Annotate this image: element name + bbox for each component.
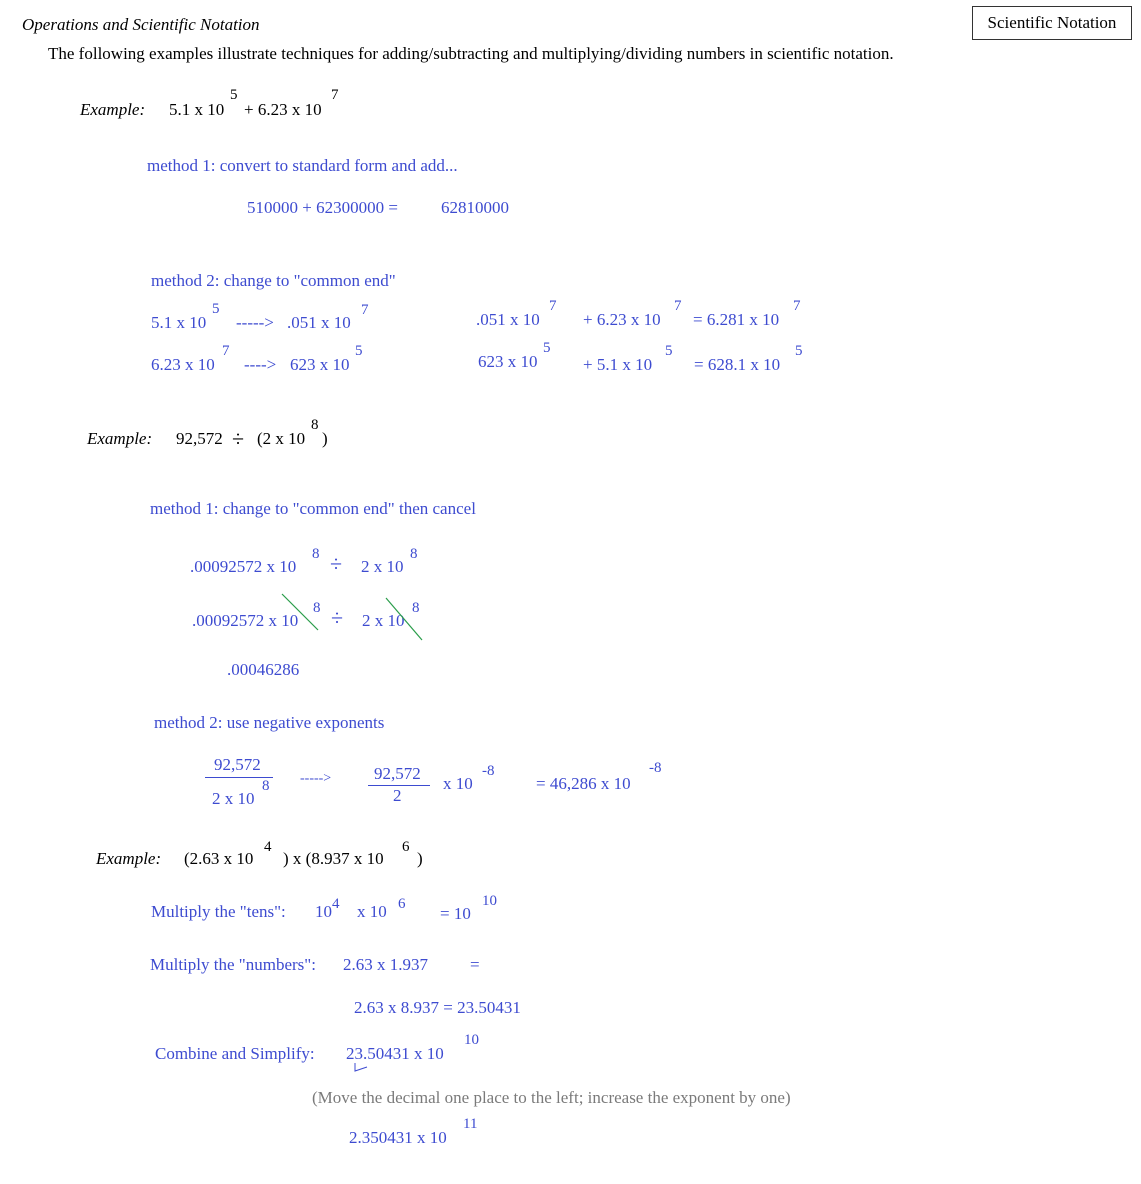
ex3-final-answer: 2.350431 x 10	[349, 1128, 447, 1147]
ex3-numbers-line-2: 2.63 x 8.937 = 23.50431	[354, 998, 521, 1017]
example-2-close-paren: )	[322, 429, 328, 448]
ex3-final-exp: 11	[463, 1116, 478, 1132]
ex2-method-2-result: = 46,286 x 10	[536, 774, 631, 793]
ex2-line2-dividend-exp: 8	[313, 600, 321, 616]
example-3-factor-b: ) x (8.937 x 10	[283, 849, 384, 868]
ex2-line1-divisor-exp: 8	[410, 546, 418, 562]
ex1-row2-sum-result: = 628.1 x 10	[694, 355, 781, 374]
cancel-mark-right	[384, 596, 424, 642]
ex1-row2-converted: 623 x 10	[290, 355, 350, 374]
ex2-line2-divisor: 2 x 10	[362, 611, 405, 630]
ex1-row1-sum-b-exp: 7	[674, 298, 682, 314]
example-2-dividend: 92,572	[176, 429, 223, 448]
ex2-method-1-result: .00046286	[227, 660, 300, 679]
ex1-row2-original: 6.23 x 10	[151, 355, 215, 374]
ex1-row2-sum-result-exp: 5	[795, 343, 803, 359]
divide-icon: ÷	[232, 426, 245, 451]
fraction-2-times: x 10	[443, 774, 473, 793]
example-1-exp-a: 5	[230, 87, 238, 103]
ex3-tens-b: x 10	[357, 902, 387, 921]
ex2-arrow: ----->	[300, 771, 332, 786]
ex1-row1-original-exp: 5	[212, 301, 220, 317]
example-3-label: Example:	[96, 849, 162, 868]
example-2-label: Example:	[87, 429, 153, 448]
ex3-tens-result-exp: 10	[482, 893, 497, 909]
ex2-line1-divisor: 2 x 10	[361, 557, 404, 576]
example-2-divisor: (2 x 10	[257, 429, 306, 448]
ex2-line1-dividend: .00092572 x 10	[190, 557, 297, 576]
ex1-row2-sum-a-exp: 5	[543, 340, 551, 356]
ex1-row2-sum-b-exp: 5	[665, 343, 673, 359]
fraction-2-denominator: 2	[393, 786, 402, 805]
ex1-row2-sum-a: 623 x 10	[478, 352, 538, 371]
fraction-1-denominator: 2 x 10	[212, 789, 255, 808]
example-1-term-a: 5.1 x 10	[169, 100, 225, 119]
ex3-numbers-equals: =	[470, 955, 480, 974]
ex2-line1-dividend-exp: 8	[312, 546, 320, 562]
ex3-tens-label: Multiply the "tens":	[151, 902, 286, 921]
fraction-2-numerator: 92,572	[374, 764, 421, 783]
ex1-row1-converted: .051 x 10	[287, 313, 351, 332]
ex2-method-2-result-exp: -8	[649, 760, 662, 776]
ex1-method-1-label: method 1: convert to standard form and add...	[147, 156, 458, 175]
example-3-factor-a-exp: 4	[264, 839, 272, 855]
ex3-combine-exp: 10	[464, 1032, 479, 1048]
topic-tag-label: Scientific Notation	[987, 13, 1117, 32]
divide-icon: ÷	[331, 605, 344, 630]
ex1-row1-converted-exp: 7	[361, 302, 369, 318]
example-2-divisor-exp: 8	[311, 417, 319, 433]
fraction-1-numerator: 92,572	[214, 755, 261, 774]
ex3-note: (Move the decimal one place to the left; increase the exponent by one)	[312, 1088, 791, 1107]
ex1-row1-original: 5.1 x 10	[151, 313, 207, 332]
ex1-row1-sum-result-exp: 7	[793, 298, 801, 314]
ex3-tens-b-exp: 6	[398, 896, 406, 912]
ex2-method-1-label: method 1: change to "common end" then cancel	[150, 499, 476, 518]
fraction-1-denominator-exp: 8	[262, 778, 270, 794]
example-3-factor-a: (2.63 x 10	[184, 849, 254, 868]
ex2-line2-divisor-exp: 8	[412, 600, 420, 616]
ex3-tens-result: = 10	[440, 904, 471, 923]
example-1-exp-b: 7	[331, 87, 339, 103]
ex1-row2-sum-b: + 5.1 x 10	[583, 355, 653, 374]
ex1-row1-sum-result: = 6.281 x 10	[693, 310, 780, 329]
ex2-line2-dividend: .00092572 x 10	[192, 611, 299, 630]
ex3-numbers-work: 2.63 x 1.937	[343, 955, 428, 974]
divide-icon: ÷	[330, 551, 343, 576]
decimal-move-arrow-icon	[352, 1062, 370, 1074]
ex1-method-1-work: 510000 + 62300000 =	[247, 198, 398, 217]
ex3-tens-a-exp: 4	[332, 896, 340, 912]
example-3-factor-b-exp: 6	[402, 839, 410, 855]
ex1-row2-original-exp: 7	[222, 343, 230, 359]
example-3-close-paren: )	[417, 849, 423, 868]
ex3-numbers-label: Multiply the "numbers":	[150, 955, 316, 974]
ex1-row1-sum-b: + 6.23 x 10	[583, 310, 661, 329]
intro-text: The following examples illustrate techniques for adding/subtracting and multiplying/dividing numbers in scientific notation.	[48, 44, 894, 63]
ex3-combine-label: Combine and Simplify:	[155, 1044, 315, 1063]
ex1-row1-arrow: ----->	[236, 313, 274, 332]
fraction-2-exp: -8	[482, 763, 495, 779]
page-title: Operations and Scientific Notation	[22, 15, 260, 34]
ex1-method-2-label: method 2: change to "common end"	[151, 271, 396, 290]
example-1-label: Example:	[80, 100, 146, 119]
ex3-combine-value: 23.50431 x 10	[346, 1044, 444, 1063]
cancel-mark-left	[280, 592, 320, 632]
ex1-row1-sum-a: .051 x 10	[476, 310, 540, 329]
ex2-method-2-label: method 2: use negative exponents	[154, 713, 385, 732]
example-1-term-b: + 6.23 x 10	[244, 100, 322, 119]
topic-tag	[972, 6, 1132, 40]
ex1-row2-converted-exp: 5	[355, 343, 363, 359]
ex1-row2-arrow: ---->	[244, 355, 277, 374]
ex1-row1-sum-a-exp: 7	[549, 298, 557, 314]
ex1-method-1-result: 62810000	[441, 198, 509, 217]
ex3-tens-a: 10	[315, 902, 332, 921]
